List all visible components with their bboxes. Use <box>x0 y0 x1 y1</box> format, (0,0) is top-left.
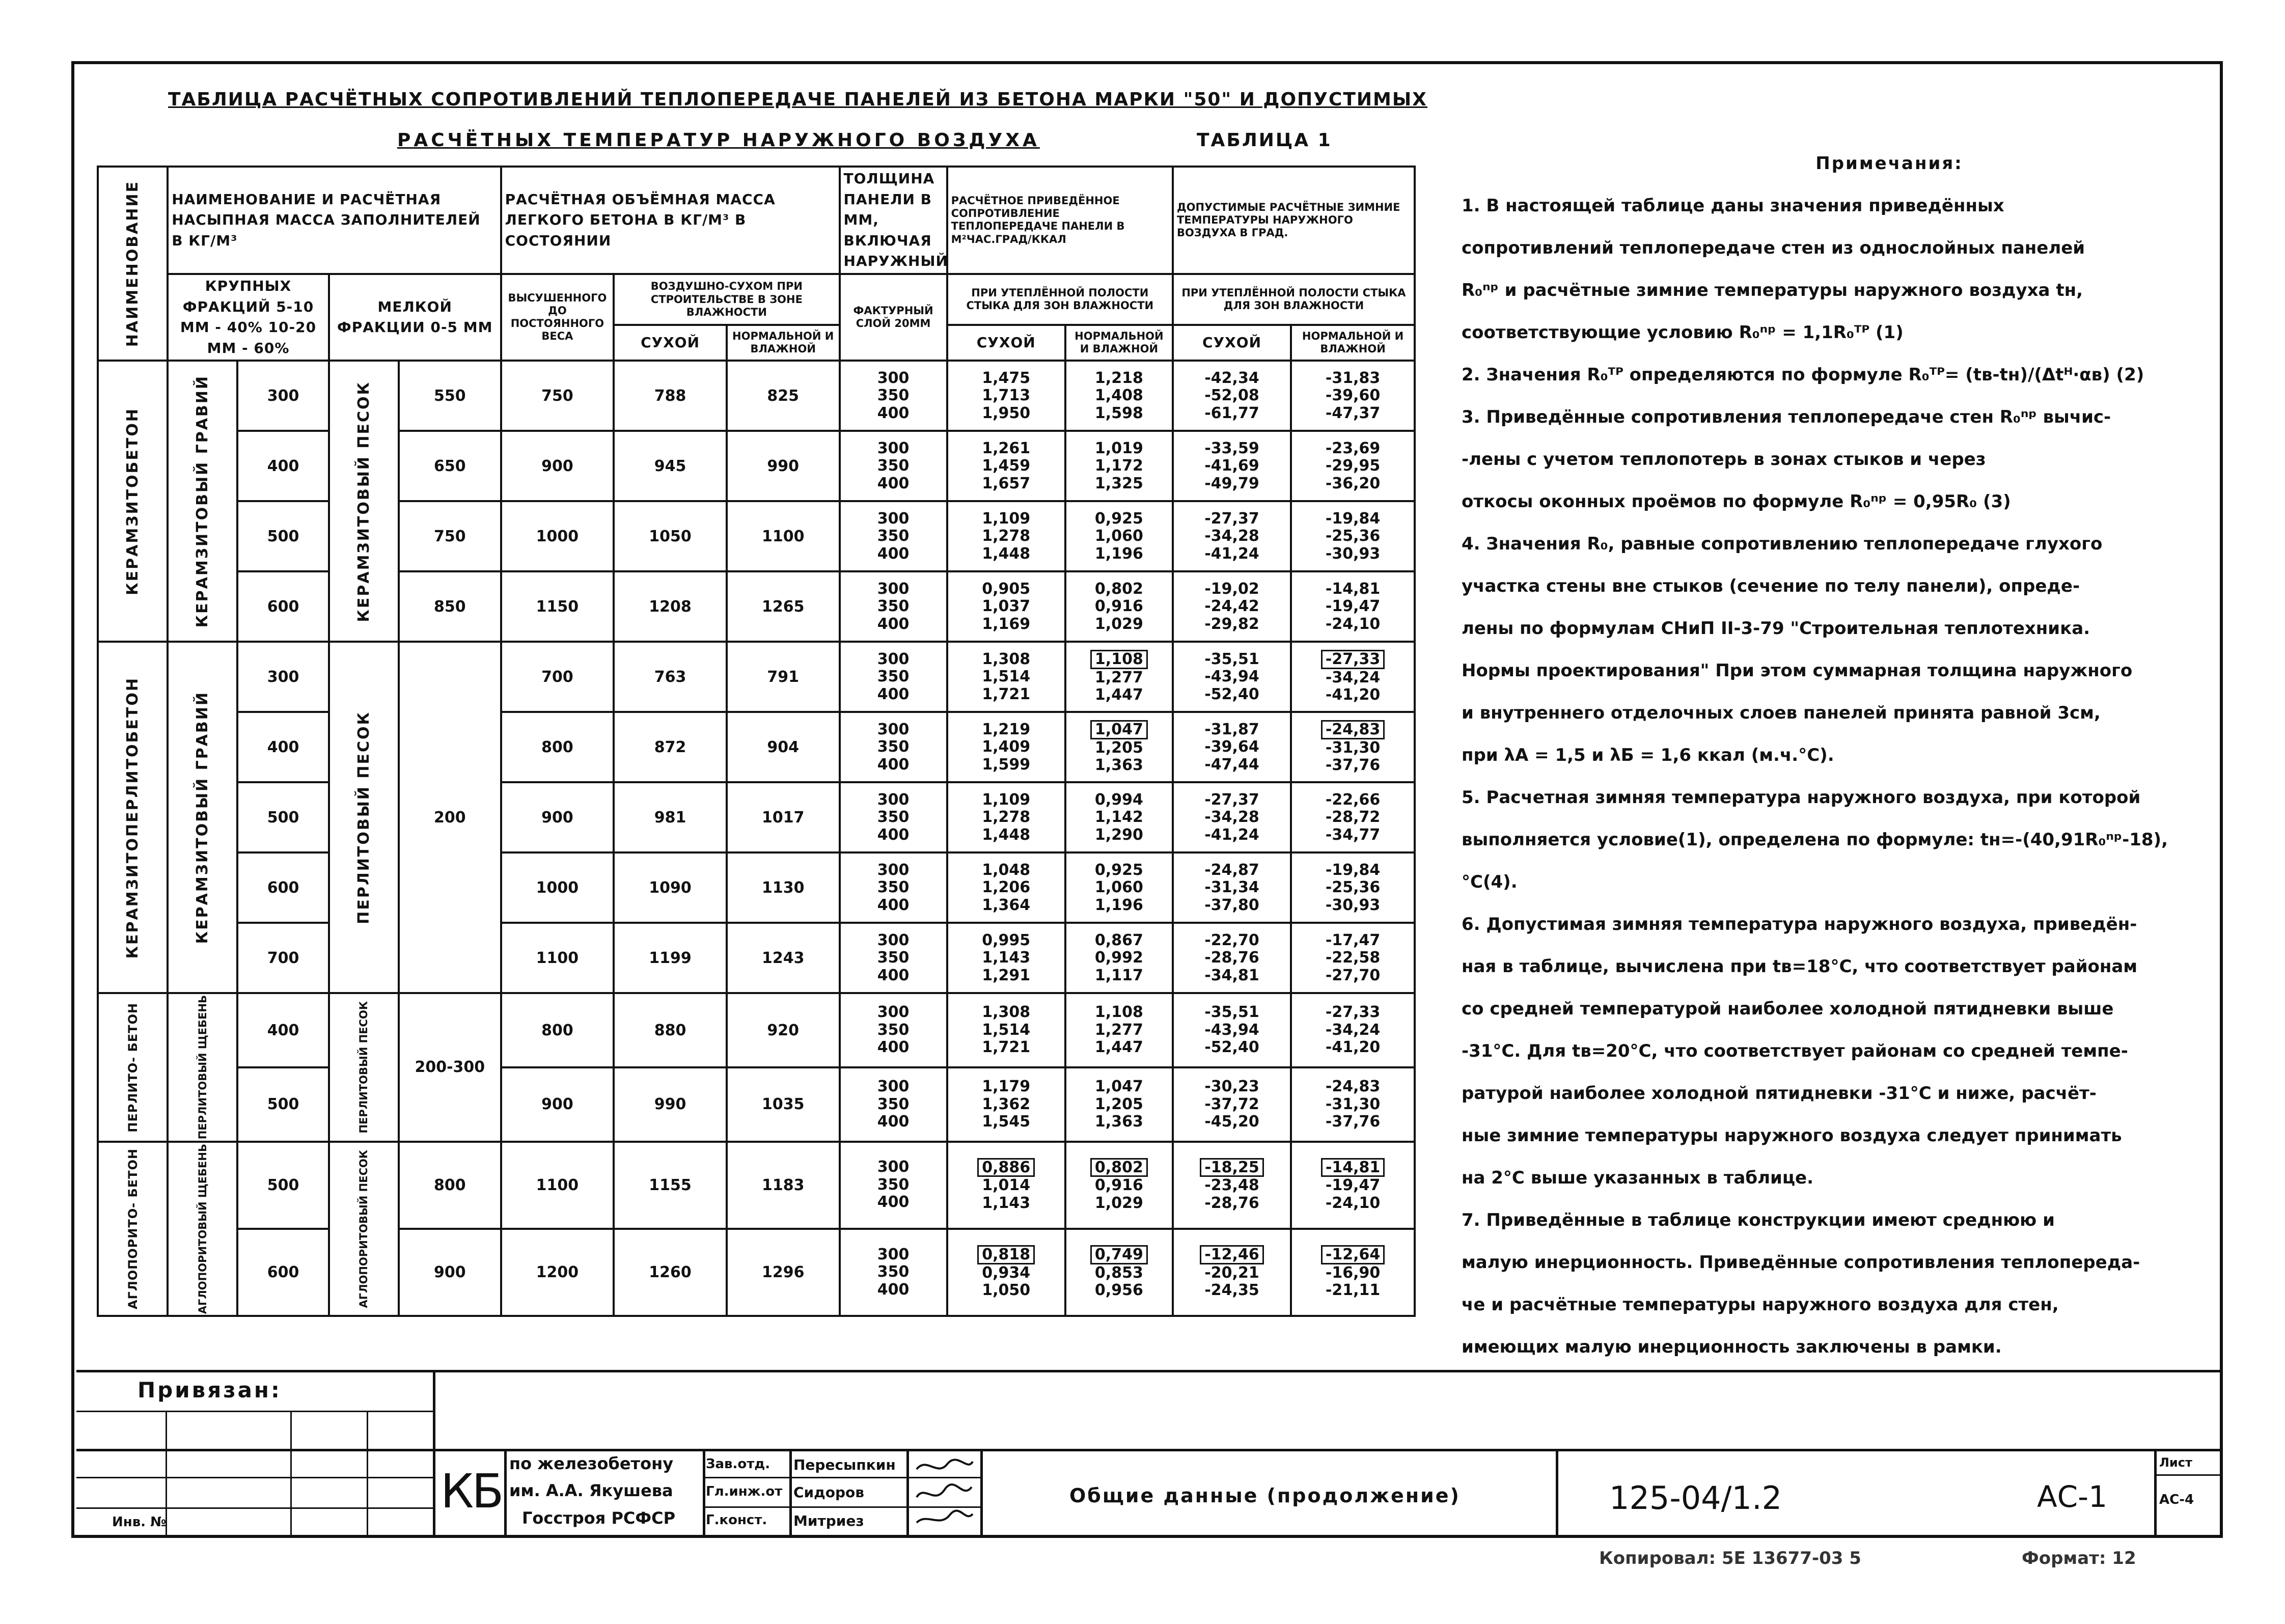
temperature-dry-cell: -24,87 -31,34 -37,80 <box>1173 852 1291 923</box>
dried-density-cell: 750 <box>501 361 614 431</box>
header-thickness: ТОЛЩИНА ПАНЕЛИ В ММ, ВКЛЮЧАЯ НАРУЖНЫЙ <box>840 167 947 274</box>
coarse-density-cell: 600 <box>237 571 328 642</box>
dry-density-cell: 1050 <box>614 501 727 571</box>
coarse-name-cell: КЕРАМЗИТОВЫЙ ГРАВИЙ <box>168 642 237 993</box>
coarse-density-cell: 500 <box>237 1067 328 1142</box>
coarse-density-cell: 500 <box>237 782 328 852</box>
header-t-wet: НОРМАЛЬНОЙ И ВЛАЖНОЙ <box>1291 325 1415 361</box>
header-normal-wet: НОРМАЛЬНОЙ И ВЛАЖНОЙ <box>727 325 840 361</box>
wet-density-cell: 791 <box>727 642 840 712</box>
thickness-cell: 300 350 400 <box>840 1229 947 1316</box>
resistance-wet-cell: 1,019 1,172 1,325 <box>1065 431 1173 501</box>
header-dry: СУХОЙ <box>614 325 727 361</box>
coarse-name-cell: ПЕРЛИТОВЫЙ ЩЕБЕНЬ <box>168 993 237 1141</box>
header-resistance-sub: ПРИ УТЕПЛЁННОЙ ПОЛОСТИ СТЫКА ДЛЯ ЗОН ВЛАЖНОСТИ <box>947 274 1173 325</box>
temperature-dry-cell: -42,34 -52,08 -61,77 <box>1173 361 1291 431</box>
thickness-cell: 300 350 400 <box>840 431 947 501</box>
coarse-name-cell: КЕРАМЗИТОВЫЙ ГРАВИЙ <box>168 361 237 642</box>
wet-density-cell: 1017 <box>727 782 840 852</box>
resistance-dry-cell: 0,818 0,934 1,050 <box>947 1229 1065 1316</box>
coarse-density-cell: 700 <box>237 923 328 993</box>
dry-density-cell: 1260 <box>614 1229 727 1316</box>
wet-density-cell: 1100 <box>727 501 840 571</box>
temperature-dry-cell: -18,25 -23,48 -28,76 <box>1173 1142 1291 1229</box>
note-line: и внутреннего отделочных слоев панелей принята равной 3см, <box>1462 703 2101 723</box>
temperature-wet-cell: -12,64 -16,90 -21,11 <box>1291 1229 1415 1316</box>
name-2: Сидоров <box>793 1484 865 1501</box>
temperature-wet-cell: -31,83 -39,60 -47,37 <box>1291 361 1415 431</box>
resistance-wet-cell: 0,925 1,060 1,196 <box>1065 852 1173 923</box>
header-fine: МЕЛКОЙ ФРАКЦИИ 0-5 ММ <box>329 274 501 361</box>
temperature-wet-cell: -27,33 -34,24 -41,20 <box>1291 993 1415 1067</box>
resistance-wet-cell: 0,802 0,916 1,029 <box>1065 1142 1173 1229</box>
table-row <box>98 1229 1415 1316</box>
temperature-wet-cell: -27,33 -34,24 -41,20 <box>1291 642 1415 712</box>
resistance-dry-cell: 0,995 1,143 1,291 <box>947 923 1065 993</box>
name-1: Пересыпкин <box>793 1456 896 1473</box>
bound-label: Привязан: <box>137 1378 282 1402</box>
note-line: соответствующие условию R₀ⁿᵖ = 1,1R₀ᵀᴾ (1) <box>1462 322 1904 343</box>
thickness-cell: 300 350 400 <box>840 361 947 431</box>
document-code: 125-04/1.2 <box>1609 1479 1782 1517</box>
dry-density-cell: 1155 <box>614 1142 727 1229</box>
notes-title: Примечания: <box>1815 153 1963 174</box>
wet-density-cell: 1183 <box>727 1142 840 1229</box>
resistance-wet-cell: 1,108 1,277 1,447 <box>1065 642 1173 712</box>
resistance-wet-cell: 1,108 1,277 1,447 <box>1065 993 1173 1067</box>
dry-density-cell: 1090 <box>614 852 727 923</box>
fine-name-cell: КЕРАМЗИТОВЫЙ ПЕСОК <box>329 361 399 642</box>
group-name-cell: ПЕРЛИТО- БЕТОН <box>98 993 168 1141</box>
dried-density-cell: 1100 <box>501 1142 614 1229</box>
dried-density-cell: 1100 <box>501 923 614 993</box>
format-label: Формат: 12 <box>2022 1548 2136 1568</box>
wet-density-cell: 1130 <box>727 852 840 923</box>
temperature-dry-cell: -33,59 -41,69 -49,79 <box>1173 431 1291 501</box>
dried-density-cell: 900 <box>501 431 614 501</box>
header-density: РАСЧЁТНАЯ ОБЪЁМНАЯ МАССА ЛЕГКОГО БЕТОНА В КГ/М³ В СОСТОЯНИИ <box>501 167 840 274</box>
group-name-cell: АГЛОПОРИТО- БЕТОН <box>98 1142 168 1316</box>
wet-density-cell: 920 <box>727 993 840 1067</box>
temperature-dry-cell: -22,70 -28,76 -34,81 <box>1173 923 1291 993</box>
temperature-dry-cell: -35,51 -43,94 -52,40 <box>1173 642 1291 712</box>
table-row <box>98 642 1415 712</box>
coarse-density-cell: 300 <box>237 642 328 712</box>
thickness-cell: 300 350 400 <box>840 1142 947 1229</box>
fine-density-cell: 200-300 <box>399 993 501 1141</box>
dried-density-cell: 900 <box>501 782 614 852</box>
temperature-dry-cell: -19,02 -24,42 -29,82 <box>1173 571 1291 642</box>
temperature-dry-cell: -27,37 -34,28 -41,24 <box>1173 782 1291 852</box>
org-line-1: по железобетону <box>509 1454 674 1473</box>
thickness-cell: 300 350 400 <box>840 501 947 571</box>
coarse-name-cell: АГЛОПОРИТОВЫЙ ЩЕБЕНЬ <box>168 1142 237 1316</box>
table-row <box>98 361 1415 431</box>
coarse-density-cell: 400 <box>237 712 328 782</box>
name-3: Митриез <box>793 1512 864 1529</box>
header-temperature-sub: ПРИ УТЕПЛЁННОЙ ПОЛОСТИ СТЫКА ДЛЯ ЗОН ВЛАЖНОСТИ <box>1173 274 1415 325</box>
dry-density-cell: 872 <box>614 712 727 782</box>
header-resistance: РАСЧЁТНОЕ ПРИВЕДЁННОЕ СОПРОТИВЛЕНИЕ ТЕПЛОПЕРЕДАЧЕ ПАНЕЛИ В М²ЧАС.ГРАД/ККАЛ <box>947 167 1173 274</box>
note-line: при λА = 1,5 и λБ = 1,6 ккал (м.ч.°С). <box>1462 745 1834 765</box>
resistance-dry-cell: 1,109 1,278 1,448 <box>947 782 1065 852</box>
header-dried: ВЫСУШЕННОГО ДО ПОСТОЯННОГО ВЕСА <box>501 274 614 361</box>
resistance-dry-cell: 1,308 1,514 1,721 <box>947 642 1065 712</box>
thickness-cell: 300 350 400 <box>840 782 947 852</box>
inventory-label: Инв. № <box>112 1515 167 1530</box>
note-line: на 2°С выше указанных в таблице. <box>1462 1168 1814 1188</box>
resistance-wet-cell: 1,047 1,205 1,363 <box>1065 712 1173 782</box>
signatures-image <box>912 1454 978 1530</box>
temperature-dry-cell: -31,87 -39,64 -47,44 <box>1173 712 1291 782</box>
temperature-wet-cell: -14,81 -19,47 -24,10 <box>1291 1142 1415 1229</box>
thickness-cell: 300 350 400 <box>840 571 947 642</box>
resistance-dry-cell: 1,261 1,459 1,657 <box>947 431 1065 501</box>
coarse-density-cell: 500 <box>237 1142 328 1229</box>
dry-density-cell: 1208 <box>614 571 727 642</box>
note-line: лены по формулам СНиП II-3-79 "Строительная теплотехника. <box>1462 618 2090 639</box>
fine-name-cell: АГЛОПОРИТОВЫЙ ПЕСОК <box>329 1142 399 1316</box>
notes-block <box>1462 143 2215 1368</box>
temperature-wet-cell: -19,84 -25,36 -30,93 <box>1291 852 1415 923</box>
note-line: участка стены вне стыков (сечение по телу панели), опреде- <box>1462 576 2080 596</box>
note-line: 5. Расчетная зимняя температура наружного воздуха, при которой <box>1462 787 2141 808</box>
kb-mark: КБ <box>441 1464 502 1519</box>
temperature-dry-cell: -30,23 -37,72 -45,20 <box>1173 1067 1291 1142</box>
fine-name-cell: ПЕРЛИТОВЫЙ ПЕСОК <box>329 993 399 1141</box>
temperature-wet-cell: -23,69 -29,95 -36,20 <box>1291 431 1415 501</box>
table-row <box>98 501 1415 571</box>
table-row <box>98 923 1415 993</box>
thickness-cell: 300 350 400 <box>840 1067 947 1142</box>
sheet-number: АС-4 <box>2159 1492 2194 1507</box>
thickness-cell: 300 350 400 <box>840 642 947 712</box>
dried-density-cell: 900 <box>501 1067 614 1142</box>
temperature-dry-cell: -12,46 -20,21 -24,35 <box>1173 1229 1291 1316</box>
thickness-cell: 300 350 400 <box>840 923 947 993</box>
table-row <box>98 1067 1415 1142</box>
temperature-wet-cell: -22,66 -28,72 -34,77 <box>1291 782 1415 852</box>
note-line: 1. В настоящей таблице даны значения приведённых <box>1462 196 2004 216</box>
dry-density-cell: 880 <box>614 993 727 1067</box>
note-line: 6. Допустимая зимняя температура наружного воздуха, приведён- <box>1462 914 2137 934</box>
role-2: Гл.инж.от <box>706 1484 783 1499</box>
fine-density-cell: 550 <box>399 361 501 431</box>
dry-density-cell: 981 <box>614 782 727 852</box>
dried-density-cell: 800 <box>501 993 614 1067</box>
header-r-dry: СУХОЙ <box>947 325 1065 361</box>
note-line: че и расчётные температуры наружного воздуха для стен, <box>1462 1295 2059 1315</box>
role-1: Зав.отд. <box>706 1456 770 1472</box>
thickness-cell: 300 350 400 <box>840 852 947 923</box>
wet-density-cell: 1296 <box>727 1229 840 1316</box>
table-row <box>98 571 1415 642</box>
fine-density-cell: 650 <box>399 431 501 501</box>
temperature-wet-cell: -24,83 -31,30 -37,76 <box>1291 1067 1415 1142</box>
coarse-density-cell: 300 <box>237 361 328 431</box>
group-name-cell: КЕРАМЗИТОБЕТОН <box>98 361 168 642</box>
header-name: НАИМЕНОВАНИЕ <box>98 167 168 361</box>
note-line: 2. Значения R₀ᵀᴾ определяются по формуле R₀ᵀᴾ= (tв-tн)/(Δtᴴ·αв) (2) <box>1462 365 2144 385</box>
resistance-wet-cell: 0,925 1,060 1,196 <box>1065 501 1173 571</box>
dried-density-cell: 1000 <box>501 501 614 571</box>
header-air-dry: ВОЗДУШНО-СУХОМ ПРИ СТРОИТЕЛЬСТВЕ В ЗОНЕ ВЛАЖНОСТИ <box>614 274 839 325</box>
coarse-density-cell: 500 <box>237 501 328 571</box>
temperature-dry-cell: -35,51 -43,94 -52,40 <box>1173 993 1291 1067</box>
note-line: 7. Приведённые в таблице конструкции имеют среднюю и <box>1462 1210 2055 1230</box>
note-line: Нормы проектирования" При этом суммарная толщина наружного <box>1462 660 2133 681</box>
table-title-line-1: ТАБЛИЦА РАСЧЁТНЫХ СОПРОТИВЛЕНИЙ ТЕПЛОПЕРЕДАЧЕ ПАНЕЛЕЙ ИЗ БЕТОНА МАРКИ "50" И ДОПУСТИМЫХ <box>168 89 1427 110</box>
resistance-table <box>97 166 1416 1317</box>
copied-by: Копировал: 5Е 13677-03 5 <box>1599 1548 1861 1568</box>
temperature-wet-cell: -14,81 -19,47 -24,10 <box>1291 571 1415 642</box>
note-line: сопротивлений теплопередаче стен из однослойных панелей <box>1462 238 2085 258</box>
table-row <box>98 852 1415 923</box>
note-line: со средней температурой наиболее холодной пятидневки выше <box>1462 999 2114 1019</box>
wet-density-cell: 1243 <box>727 923 840 993</box>
fine-density-cell: 200 <box>399 642 501 993</box>
table-number: ТАБЛИЦА 1 <box>1197 130 1332 151</box>
dried-density-cell: 1200 <box>501 1229 614 1316</box>
dry-density-cell: 945 <box>614 431 727 501</box>
note-line: -31°С. Для tв=20°С, что соответствует районам со средней темпе- <box>1462 1041 2128 1061</box>
wet-density-cell: 990 <box>727 431 840 501</box>
thickness-cell: 300 350 400 <box>840 993 947 1067</box>
coarse-density-cell: 600 <box>237 852 328 923</box>
wet-density-cell: 1265 <box>727 571 840 642</box>
resistance-dry-cell: 1,109 1,278 1,448 <box>947 501 1065 571</box>
fine-density-cell: 750 <box>399 501 501 571</box>
header-temperature: ДОПУСТИМЫЕ РАСЧЁТНЫЕ ЗИМНИЕ ТЕМПЕРАТУРЫ НАРУЖНОГО ВОЗДУХА В ГРАД. <box>1173 167 1415 274</box>
temperature-wet-cell: -17,47 -22,58 -27,70 <box>1291 923 1415 993</box>
sheet-code: АС-1 <box>2037 1479 2108 1514</box>
resistance-dry-cell: 1,179 1,362 1,545 <box>947 1067 1065 1142</box>
document-title: Общие данные (продолжение) <box>1069 1484 1461 1507</box>
table-row <box>98 1142 1415 1229</box>
header-t-dry: СУХОЙ <box>1173 325 1291 361</box>
wet-density-cell: 825 <box>727 361 840 431</box>
org-line-2: им. А.А. Якушева <box>509 1481 673 1500</box>
header-coarse: КРУПНЫХ ФРАКЦИЙ 5-10 ММ - 40% 10-20 ММ - 60% <box>168 274 329 361</box>
group-name-cell: КЕРАМЗИТОПЕРЛИТОБЕТОН <box>98 642 168 993</box>
note-line: имеющих малую инерционность заключены в рамки. <box>1462 1337 2002 1357</box>
header-facing: ФАКТУРНЫЙ СЛОЙ 20ММ <box>840 274 947 361</box>
fine-density-cell: 850 <box>399 571 501 642</box>
note-line: ные зимние температуры наружного воздуха следует принимать <box>1462 1125 2122 1146</box>
dried-density-cell: 800 <box>501 712 614 782</box>
thickness-cell: 300 350 400 <box>840 712 947 782</box>
note-line: выполняется условие(1), определена по формуле: tн=-(40,91R₀ⁿᵖ-18),°С(4). <box>1462 830 2168 892</box>
table-title-line-2: РАСЧЁТНЫХ ТЕМПЕРАТУР НАРУЖНОГО ВОЗДУХА <box>397 130 1040 151</box>
fine-density-cell: 900 <box>399 1229 501 1316</box>
table-row <box>98 712 1415 782</box>
dry-density-cell: 990 <box>614 1067 727 1142</box>
resistance-wet-cell: 0,994 1,142 1,290 <box>1065 782 1173 852</box>
resistance-wet-cell: 1,047 1,205 1,363 <box>1065 1067 1173 1142</box>
temperature-wet-cell: -19,84 -25,36 -30,93 <box>1291 501 1415 571</box>
note-line: ратурой наиболее холодной пятидневки -31°С и ниже, расчёт- <box>1462 1083 2097 1104</box>
note-line: 3. Приведённые сопротивления теплопередаче стен R₀ⁿᵖ вычис- <box>1462 407 2111 427</box>
table-row <box>98 993 1415 1067</box>
coarse-density-cell: 600 <box>237 1229 328 1316</box>
resistance-wet-cell: 1,218 1,408 1,598 <box>1065 361 1173 431</box>
resistance-dry-cell: 1,475 1,713 1,950 <box>947 361 1065 431</box>
title-block-stamp <box>76 1370 2223 1538</box>
dry-density-cell: 788 <box>614 361 727 431</box>
dried-density-cell: 1150 <box>501 571 614 642</box>
temperature-wet-cell: -24,83 -31,30 -37,76 <box>1291 712 1415 782</box>
resistance-dry-cell: 0,886 1,014 1,143 <box>947 1142 1065 1229</box>
resistance-dry-cell: 1,219 1,409 1,599 <box>947 712 1065 782</box>
fine-name-cell: ПЕРЛИТОВЫЙ ПЕСОК <box>329 642 399 993</box>
resistance-dry-cell: 1,308 1,514 1,721 <box>947 993 1065 1067</box>
coarse-density-cell: 400 <box>237 431 328 501</box>
resistance-wet-cell: 0,802 0,916 1,029 <box>1065 571 1173 642</box>
temperature-dry-cell: -27,37 -34,28 -41,24 <box>1173 501 1291 571</box>
note-line: R₀ⁿᵖ и расчётные зимние температуры наружного воздуха tн, <box>1462 280 2083 300</box>
dry-density-cell: 1199 <box>614 923 727 993</box>
dried-density-cell: 700 <box>501 642 614 712</box>
resistance-wet-cell: 0,867 0,992 1,117 <box>1065 923 1173 993</box>
wet-density-cell: 1035 <box>727 1067 840 1142</box>
header-fillers: НАИМЕНОВАНИЕ И РАСЧЁТНАЯ НАСЫПНАЯ МАССА ЗАПОЛНИТЕЛЕЙ В КГ/М³ <box>168 167 501 274</box>
role-3: Г.конст. <box>706 1512 767 1528</box>
header-r-wet: НОРМАЛЬНОЙ И ВЛАЖНОЙ <box>1065 325 1173 361</box>
resistance-dry-cell: 0,905 1,037 1,169 <box>947 571 1065 642</box>
sheet-label: Лист <box>2159 1455 2192 1470</box>
resistance-wet-cell: 0,749 0,853 0,956 <box>1065 1229 1173 1316</box>
note-line: -лены с учетом теплопотерь в зонах стыков и через <box>1462 449 1986 470</box>
table-row <box>98 431 1415 501</box>
table-row <box>98 782 1415 852</box>
org-line-3: Госстроя РСФСР <box>522 1508 676 1528</box>
note-line: малую инерционность. Приведённые сопротивления теплопереда- <box>1462 1252 2140 1273</box>
fine-density-cell: 800 <box>399 1142 501 1229</box>
dry-density-cell: 763 <box>614 642 727 712</box>
wet-density-cell: 904 <box>727 712 840 782</box>
dried-density-cell: 1000 <box>501 852 614 923</box>
note-line: ная в таблице, вычислена при tв=18°С, что соответствует районам <box>1462 956 2138 977</box>
note-line: откосы оконных проёмов по формуле R₀ⁿᵖ = 0,95R₀ (3) <box>1462 491 2011 512</box>
resistance-dry-cell: 1,048 1,206 1,364 <box>947 852 1065 923</box>
note-line: 4. Значения R₀, равные сопротивлению теплопередаче глухого <box>1462 534 2103 554</box>
coarse-density-cell: 400 <box>237 993 328 1067</box>
